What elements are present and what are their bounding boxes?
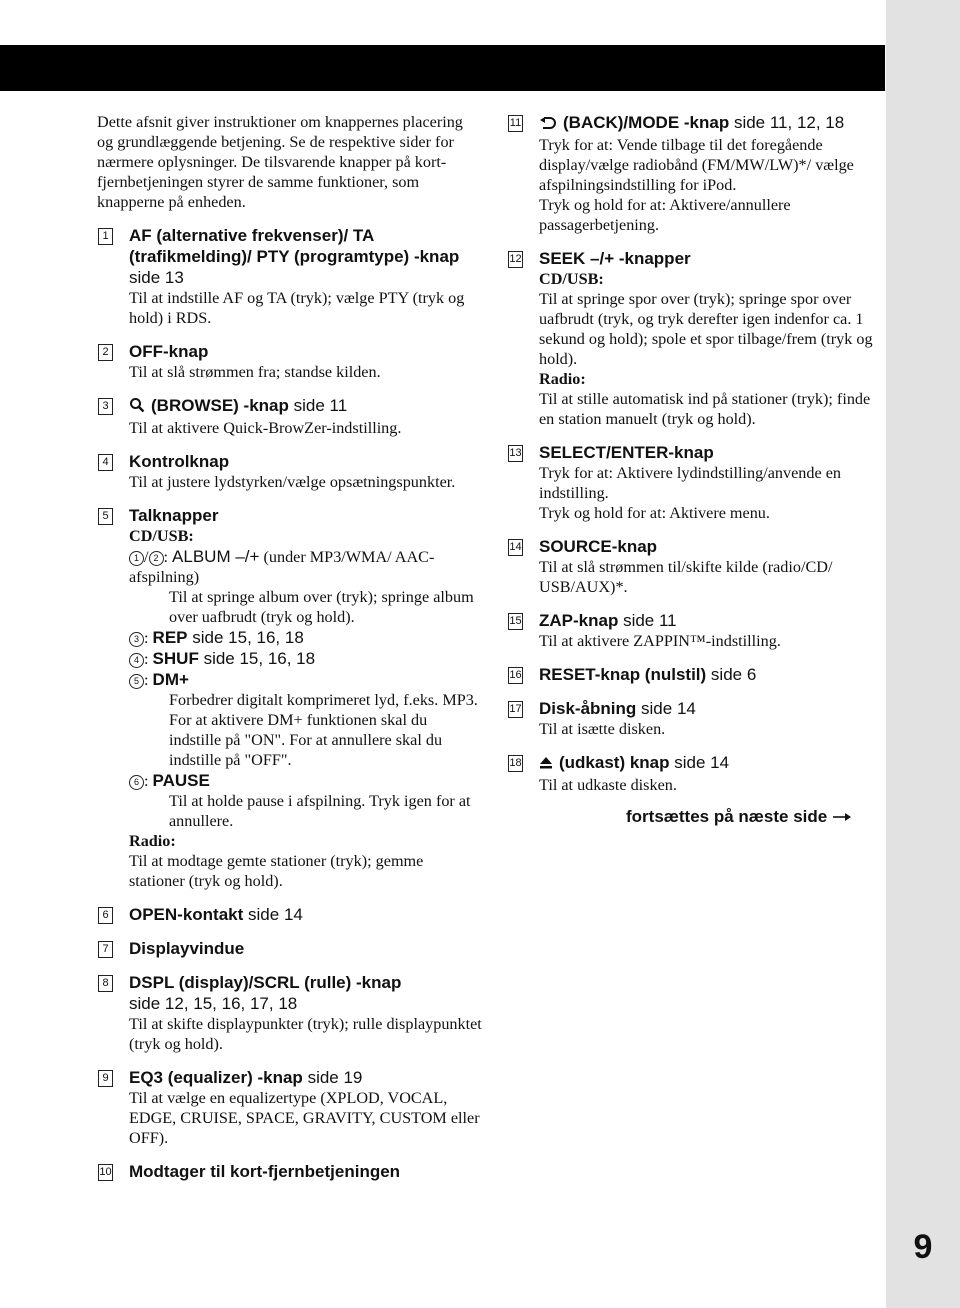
page-ref: side 11	[623, 611, 677, 630]
item-11	[507, 112, 880, 235]
item-number: 2	[98, 344, 113, 361]
item-text: Til at udkaste disken.	[539, 776, 677, 794]
item-text: Til at aktivere Quick-BrowZer-indstilling.	[129, 419, 402, 437]
item-title: (BROWSE) -knap	[151, 396, 289, 415]
item-5	[97, 505, 482, 891]
item-7	[97, 938, 482, 959]
item-2	[97, 341, 482, 382]
page-ref: side 13	[129, 268, 184, 287]
continued-text: fortsættes på næste side	[626, 807, 828, 826]
page-ref: side 14	[248, 905, 303, 924]
item-text: Til at isætte disken.	[539, 720, 666, 738]
item-number: 14	[508, 539, 523, 556]
radio-label: Radio:	[129, 832, 176, 850]
item-title: Kontrolknap	[129, 452, 230, 471]
back-arrow-icon	[539, 114, 557, 135]
item-text: Til at slå strømmen fra; standse kilden.	[129, 363, 381, 381]
search-icon	[129, 397, 145, 418]
intro-text: Dette afsnit giver instruktioner om knappernes placering og grundlæggende betjening. Se de respektive sider for nærmere oplysninger. De tilsvarende knapper på kort-fjernbetjeningen styrer de samme funktioner, som knapperne på enheden.	[97, 113, 463, 211]
page-ref: side 14	[674, 753, 730, 772]
item-title: Modtager til kort-fjernbetjeningen	[129, 1162, 401, 1181]
item-4	[97, 451, 482, 492]
item-title: SELECT/ENTER-knap	[539, 443, 714, 462]
item-text: Til at justere lydstyrken/vælge opsætningspunkter.	[129, 473, 456, 491]
item-number: 13	[508, 445, 523, 462]
item-title: ZAP-knap	[539, 611, 619, 630]
album-key: ALBUM –/+	[172, 547, 260, 566]
dm-line: 5 : DM+	[129, 669, 482, 690]
item-number: 5	[98, 508, 113, 525]
item-text: Til at slå strømmen til/skifte kilde (radio/CD/ USB/AUX)*.	[539, 558, 833, 596]
item-number: 16	[508, 667, 523, 684]
album-note: (under MP3/WMA/ AAC-afspilning)	[129, 548, 435, 586]
item-title: Disk-åbning	[539, 699, 637, 718]
page-ref: side 14	[641, 699, 696, 718]
item-title: OFF-knap	[129, 342, 209, 361]
item-number: 3	[98, 398, 113, 415]
item-number: 18	[508, 755, 523, 772]
item-title: Displayvindue	[129, 939, 245, 958]
header-bar	[0, 45, 885, 91]
item-title: SOURCE-knap	[539, 537, 658, 556]
item-text-1: Tryk for at: Vende tilbage til det foregående display/vælge radiobånd (FM/MW/LW)*/ vælge afspilningsindstilling for iPod.	[539, 136, 854, 194]
item-title: EQ3 (equalizer) -knap	[129, 1068, 303, 1087]
page-ref: side 19	[307, 1068, 363, 1087]
item-number: 7	[98, 941, 113, 958]
page-ref: side 12, 15, 16, 17, 18	[129, 994, 298, 1013]
button-2-icon: 2	[149, 551, 164, 566]
item-title: RESET-knap (nulstil)	[539, 665, 707, 684]
item-text: Til at indstille AF og TA (tryk); vælge PTY (tryk og hold) i RDS.	[129, 289, 465, 327]
item-18	[507, 752, 880, 795]
item-9	[97, 1067, 482, 1148]
radio-text: Til at stille automatisk ind på stationer (tryk); finde en station manuelt (tryk og hold).	[539, 390, 871, 428]
button-1-icon: 1	[129, 551, 144, 566]
item-1	[97, 225, 482, 328]
right-column	[507, 112, 880, 808]
continued-note	[626, 806, 852, 827]
rep-line: 3 : REP side 15, 16, 18	[129, 627, 482, 648]
pause-text: Til at holde pause i afspilning. Tryk igen for at annullere.	[169, 792, 471, 830]
item-text: Til at skifte displaypunkter (tryk); rulle displaypunktet (tryk og hold).	[129, 1015, 482, 1053]
item-title: DSPL (display)/SCRL (rulle) -knap	[129, 973, 402, 992]
item-10	[97, 1161, 482, 1182]
button-4-icon: 4	[129, 653, 144, 668]
item-number: 15	[508, 613, 523, 630]
album-text: Til at springe album over (tryk); springe album over uafbrudt (tryk og hold).	[169, 588, 474, 626]
item-title: Talknapper	[129, 506, 219, 525]
item-number: 1	[98, 228, 113, 245]
dm-key: DM+	[152, 670, 189, 689]
dm-text-1: Forbedrer digitalt komprimeret lyd, f.eks. MP3.	[169, 691, 478, 709]
item-12	[507, 248, 880, 429]
page-number: 9	[913, 1228, 933, 1266]
item-title: AF (alternative frekvenser)/ TA (trafikmelding)/ PTY (programtype) -knap	[129, 226, 460, 266]
item-15	[507, 610, 880, 651]
item-16	[507, 664, 880, 685]
shuf-line: 4 : SHUF side 15, 16, 18	[129, 648, 482, 669]
item-number: 4	[98, 454, 113, 471]
item-3	[97, 395, 482, 438]
item-number: 11	[508, 115, 523, 132]
dm-text-2: For at aktivere DM+ funktionen skal du indstille på "ON". For at annullere skal du indstille på "OFF".	[169, 711, 443, 769]
item-number: 10	[98, 1164, 113, 1181]
page-ref: side 6	[710, 665, 757, 684]
page-ref: side 11, 12, 18	[733, 113, 845, 132]
item-number: 6	[98, 907, 113, 924]
cd-usb-label: CD/USB:	[129, 527, 194, 545]
album-line: 1 / 2 : ALBUM –/+ (under MP3/WMA/ AAC-afspilning)	[129, 547, 435, 586]
item-number: 9	[98, 1070, 113, 1087]
shuf-ref: side 15, 16, 18	[203, 649, 316, 668]
radio-text: Til at modtage gemte stationer (tryk); gemme stationer (tryk og hold).	[129, 852, 424, 890]
item-13	[507, 442, 880, 523]
pause-line: 6 : PAUSE	[129, 770, 482, 791]
shuf-key: SHUF	[152, 649, 199, 668]
rep-key: REP	[152, 628, 188, 647]
item-number: 12	[508, 251, 523, 268]
item-title: SEEK –/+ -knapper	[539, 249, 691, 268]
cd-usb-label: CD/USB:	[539, 270, 604, 288]
item-title: (BACK)/MODE -knap	[563, 113, 730, 132]
page-ref: side 11	[293, 396, 348, 415]
eject-icon	[539, 754, 553, 775]
item-17	[507, 698, 880, 739]
item-text-1: Tryk for at: Aktivere lydindstilling/anvende en indstilling.	[539, 464, 841, 502]
button-3-icon: 3	[129, 632, 144, 647]
item-text-2: Tryk og hold for at: Aktivere/annullere passagerbetjening.	[539, 196, 791, 234]
radio-label: Radio:	[539, 370, 586, 388]
button-6-icon: 6	[129, 775, 144, 790]
item-6	[97, 904, 482, 925]
button-5-icon: 5	[129, 674, 144, 689]
right-arrow-icon	[832, 807, 852, 826]
item-text-2: Tryk og hold for at: Aktivere menu.	[539, 504, 770, 522]
item-title: OPEN-kontakt	[129, 905, 244, 924]
item-14	[507, 536, 880, 597]
left-column	[97, 112, 482, 1195]
cd-usb-text: Til at springe spor over (tryk); springe spor over uafbrudt (tryk, og tryk derefter igen indenfor ca. 1 sekund og hold); spole et spor tilbage/frem (tryk og hold).	[539, 290, 873, 368]
item-number: 8	[98, 975, 113, 992]
item-8	[97, 972, 482, 1054]
item-text: Til at aktivere ZAPPIN™-indstilling.	[539, 632, 781, 650]
item-title: (udkast) knap	[559, 753, 670, 772]
pause-key: PAUSE	[152, 771, 210, 790]
rep-ref: side 15, 16, 18	[192, 628, 304, 647]
item-text: Til at vælge en equalizertype (XPLOD, VOCAL, EDGE, CRUISE, SPACE, GRAVITY, CUSTOM eller OFF).	[129, 1089, 480, 1147]
side-tab	[886, 0, 960, 1308]
item-number: 17	[508, 701, 523, 718]
